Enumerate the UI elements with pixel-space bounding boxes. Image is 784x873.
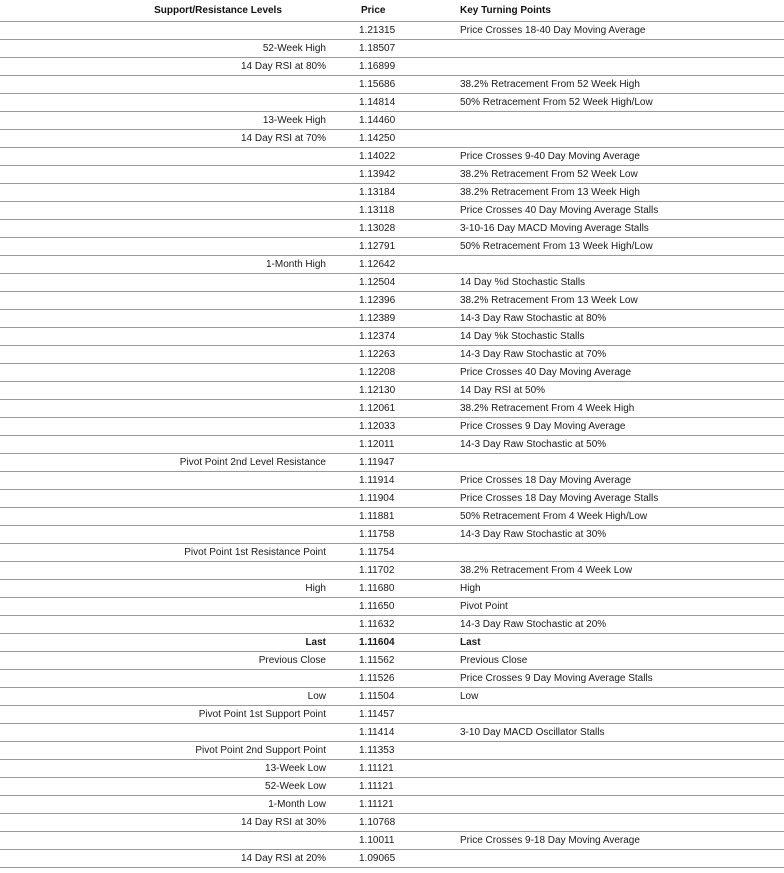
level-cell [0,22,337,40]
price-cell: 1.11881 [337,508,454,526]
level-cell: 13-Week Low [0,760,337,778]
table-row [0,508,784,526]
table-row [0,472,784,490]
price-cell: 1.12504 [337,274,454,292]
level-cell [0,274,337,292]
table-row [0,418,784,436]
table-row [0,814,784,832]
table-row [0,364,784,382]
level-cell: 52-Week High [0,40,337,58]
turning-point-cell: Low [454,688,784,706]
turning-point-cell: 38.2% Retracement From 4 Week Low [454,562,784,580]
level-cell [0,238,337,256]
table-row [0,580,784,598]
price-cell: 1.11904 [337,490,454,508]
turning-point-cell: Pivot Point [454,598,784,616]
table-row [0,436,784,454]
table-row [0,220,784,238]
price-cell: 1.11121 [337,778,454,796]
level-cell: Pivot Point 2nd Level Resistance [0,454,337,472]
turning-point-cell: Price Crosses 18-40 Day Moving Average [454,22,784,40]
level-cell [0,364,337,382]
table-row [0,526,784,544]
turning-point-cell: 50% Retracement From 4 Week High/Low [454,508,784,526]
price-cell: 1.11947 [337,454,454,472]
turning-point-cell: 14 Day %d Stochastic Stalls [454,274,784,292]
price-cell: 1.12642 [337,256,454,274]
price-cell: 1.09065 [337,850,454,868]
turning-point-cell: Price Crosses 9 Day Moving Average [454,418,784,436]
table-row [0,688,784,706]
turning-point-cell [454,454,784,472]
level-cell [0,562,337,580]
level-cell [0,346,337,364]
turning-point-cell: 38.2% Retracement From 13 Week Low [454,292,784,310]
price-cell: 1.16899 [337,58,454,76]
table-row [0,796,784,814]
level-cell [0,436,337,454]
table-row [0,778,784,796]
level-cell [0,508,337,526]
price-cell: 1.11526 [337,670,454,688]
table-row [0,238,784,256]
price-cell: 1.11457 [337,706,454,724]
price-cell: 1.18507 [337,40,454,58]
table-row [0,598,784,616]
price-cell: 1.11504 [337,688,454,706]
level-cell: 14 Day RSI at 70% [0,130,337,148]
turning-point-cell: Price Crosses 40 Day Moving Average [454,364,784,382]
turning-point-cell: Price Crosses 40 Day Moving Average Stalls [454,202,784,220]
price-cell: 1.11680 [337,580,454,598]
level-cell [0,670,337,688]
price-cell: 1.14250 [337,130,454,148]
level-cell [0,382,337,400]
table-row [0,742,784,760]
price-cell: 1.14814 [337,94,454,112]
table-row [0,670,784,688]
turning-point-cell: 38.2% Retracement From 52 Week High [454,76,784,94]
price-cell: 1.11562 [337,652,454,670]
price-cell: 1.11121 [337,760,454,778]
turning-point-cell [454,256,784,274]
turning-point-cell: 14-3 Day Raw Stochastic at 80% [454,310,784,328]
level-cell: High [0,580,337,598]
price-cell: 1.13184 [337,184,454,202]
price-cell: 1.12791 [337,238,454,256]
turning-point-cell: 3-10-16 Day MACD Moving Average Stalls [454,220,784,238]
level-cell [0,598,337,616]
level-cell [0,400,337,418]
table-row [0,166,784,184]
price-cell: 1.11754 [337,544,454,562]
turning-point-cell: 14 Day %k Stochastic Stalls [454,328,784,346]
turning-point-cell [454,112,784,130]
price-cell: 1.11758 [337,526,454,544]
level-cell [0,76,337,94]
table-row [0,562,784,580]
price-cell: 1.11650 [337,598,454,616]
table-row [0,616,784,634]
price-cell: 1.13028 [337,220,454,238]
table-row [0,184,784,202]
turning-point-cell [454,760,784,778]
level-cell: 52-Week Low [0,778,337,796]
level-cell [0,202,337,220]
level-cell [0,526,337,544]
price-cell: 1.10011 [337,832,454,850]
turning-point-cell: 14 Day RSI at 50% [454,382,784,400]
table-row [0,148,784,166]
price-cell: 1.12374 [337,328,454,346]
turning-point-cell: 14-3 Day Raw Stochastic at 70% [454,346,784,364]
level-cell [0,418,337,436]
turning-point-cell: Previous Close [454,652,784,670]
table-row [0,760,784,778]
turning-point-cell: Last [454,634,784,652]
level-cell [0,490,337,508]
price-cell: 1.12396 [337,292,454,310]
turning-point-cell: 50% Retracement From 13 Week High/Low [454,238,784,256]
table-row [0,202,784,220]
turning-point-cell: Price Crosses 9-40 Day Moving Average [454,148,784,166]
price-cell: 1.14022 [337,148,454,166]
turning-point-cell: Price Crosses 9 Day Moving Average Stalls [454,670,784,688]
turning-point-cell [454,130,784,148]
level-cell [0,310,337,328]
table-row [0,346,784,364]
level-cell: 13-Week High [0,112,337,130]
turning-point-cell [454,814,784,832]
price-cell: 1.12033 [337,418,454,436]
level-cell: 14 Day RSI at 20% [0,850,337,868]
header-price: Price [337,0,454,22]
table-row [0,274,784,292]
price-cell: 1.11414 [337,724,454,742]
table-row [0,58,784,76]
table-row [0,400,784,418]
level-cell [0,832,337,850]
price-cell: 1.11604 [337,634,454,652]
price-cell: 1.12130 [337,382,454,400]
table-row [0,310,784,328]
price-cell: 1.13942 [337,166,454,184]
level-cell: Pivot Point 1st Resistance Point [0,544,337,562]
price-cell: 1.12061 [337,400,454,418]
table-row [0,490,784,508]
level-cell: Last [0,634,337,652]
level-cell [0,616,337,634]
table-row [0,706,784,724]
table-row [0,832,784,850]
table-row [0,22,784,40]
level-cell [0,724,337,742]
header-levels: Support/Resistance Levels [0,0,337,22]
level-cell: 1-Month High [0,256,337,274]
table-row [0,112,784,130]
turning-point-cell: 14-3 Day Raw Stochastic at 30% [454,526,784,544]
level-cell [0,220,337,238]
turning-point-cell [454,778,784,796]
price-cell: 1.13118 [337,202,454,220]
table-row [0,382,784,400]
turning-point-cell: 38.2% Retracement From 52 Week Low [454,166,784,184]
level-cell [0,328,337,346]
header-row [0,0,784,22]
price-cell: 1.11632 [337,616,454,634]
price-cell: 1.12263 [337,346,454,364]
table-row [0,652,784,670]
level-cell: Low [0,688,337,706]
level-cell [0,472,337,490]
price-cell: 1.10768 [337,814,454,832]
table-row [0,94,784,112]
table-row [0,76,784,94]
turning-point-cell [454,40,784,58]
turning-point-cell: Price Crosses 18 Day Moving Average Stalls [454,490,784,508]
price-cell: 1.11914 [337,472,454,490]
turning-point-cell [454,742,784,760]
table-row [0,328,784,346]
turning-point-cell: High [454,580,784,598]
turning-point-cell: 38.2% Retracement From 4 Week High [454,400,784,418]
turning-point-cell: 3-10 Day MACD Oscillator Stalls [454,724,784,742]
turning-point-cell [454,58,784,76]
price-cell: 1.15686 [337,76,454,94]
turning-point-cell: 14-3 Day Raw Stochastic at 50% [454,436,784,454]
level-cell [0,184,337,202]
turning-point-cell [454,544,784,562]
table-row [0,40,784,58]
level-cell [0,292,337,310]
price-cell: 1.14460 [337,112,454,130]
price-cell: 1.12208 [337,364,454,382]
level-cell: 14 Day RSI at 30% [0,814,337,832]
level-cell [0,148,337,166]
table-row [0,454,784,472]
table-row [0,634,784,652]
level-cell: 1-Month Low [0,796,337,814]
turning-point-cell [454,850,784,868]
price-cell: 1.12011 [337,436,454,454]
turning-point-cell: Price Crosses 18 Day Moving Average [454,472,784,490]
turning-point-cell: 50% Retracement From 52 Week High/Low [454,94,784,112]
level-cell [0,166,337,184]
price-cell: 1.11353 [337,742,454,760]
turning-point-cell [454,796,784,814]
table-row [0,724,784,742]
level-cell: Previous Close [0,652,337,670]
turning-point-cell: Price Crosses 9-18 Day Moving Average [454,832,784,850]
turning-point-cell: 38.2% Retracement From 13 Week High [454,184,784,202]
header-key-turning-points: Key Turning Points [454,0,784,22]
table-row [0,850,784,868]
table-row [0,256,784,274]
level-cell: Pivot Point 1st Support Point [0,706,337,724]
level-cell: Pivot Point 2nd Support Point [0,742,337,760]
price-cell: 1.12389 [337,310,454,328]
level-cell: 14 Day RSI at 80% [0,58,337,76]
table-row [0,130,784,148]
price-cell: 1.11702 [337,562,454,580]
table-row [0,292,784,310]
turning-point-cell: 14-3 Day Raw Stochastic at 20% [454,616,784,634]
price-cell: 1.21315 [337,22,454,40]
turning-point-cell [454,706,784,724]
level-cell [0,94,337,112]
price-cell: 1.11121 [337,796,454,814]
table-row [0,544,784,562]
